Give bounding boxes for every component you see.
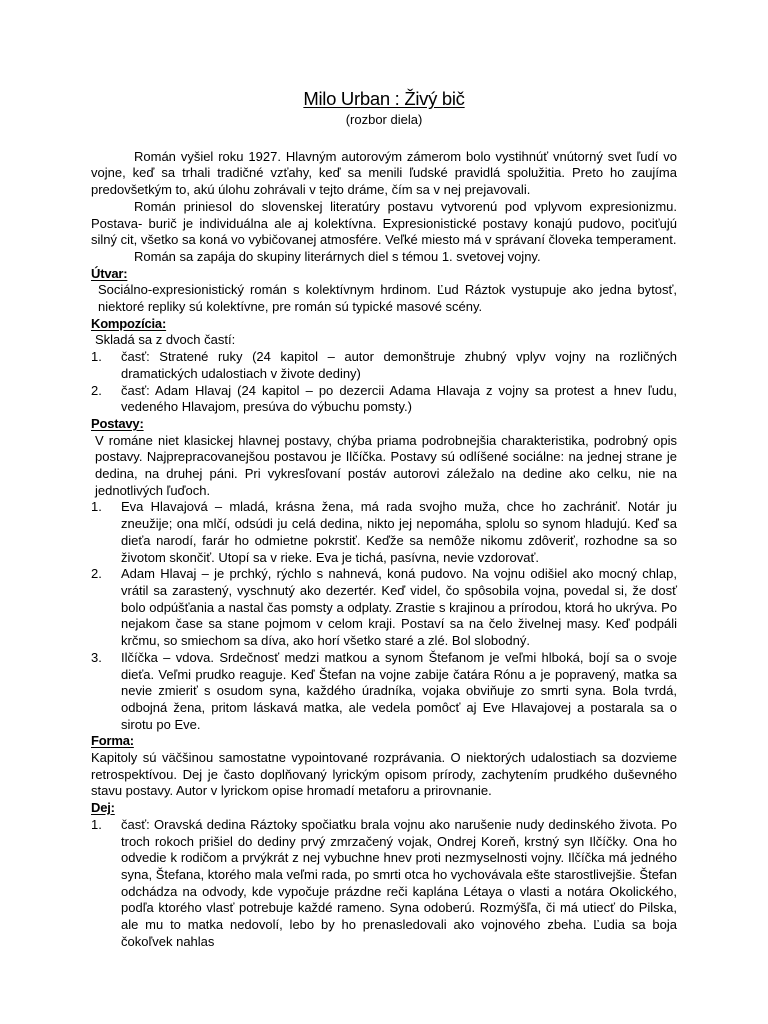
- list-item: [91, 349, 677, 382]
- list-item: [91, 499, 677, 566]
- intro-paragraph-2: Román priniesol do slovenskej literatúry postavu vytvorenú pod vplyvom expresionizmu. Postava- burič je individuálna ale aj kolektívna. Expresionistické postavy konajú pudovo, pociťujú silný cit, všetko sa koná vo vybičovanej atmosfére. Veľké miesto má v správaní človeka temperament.: [91, 198, 677, 248]
- list-number: 2.: [91, 382, 102, 398]
- list-item-text: Ilčíčka – vdova. Srdečnosť medzi matkou a synom Štefanom je veľmi hlboká, bojí sa o svoje dieťa. Veľmi prudko reaguje. Keď Štefan na vojne zabije čatára Rónu a je popravený, matka sa nevie zmieriť s osudom syna, každého úradníka, vojaka obviňuje zo smrti syna. Bola tvrdá, odbojná žena, pritom láskavá matka, ale vedela pomôcť aj Eve Hlavajovej a postarala sa o sirotu po Eve.: [121, 649, 677, 732]
- list-item: [91, 817, 677, 951]
- section-heading-kompozicia: Kompozícia:: [91, 315, 167, 331]
- section-heading-dej: Dej:: [91, 800, 115, 816]
- document-subtitle: (rozbor diela): [345, 112, 423, 127]
- postavy-list: [91, 499, 677, 733]
- intro-paragraph-1: Román vyšiel roku 1927. Hlavným autorovým zámerom bolo vystihnúť vnútorný svet ľudí vo vojne, keď sa trhali tradičné vzťahy, keď sa menili ľudské pravidlá spolužitia. Preto ho zaujíma predovšetkým to, akú úlohu zohrávali v tejto dráme, čím sa v nej prejavovali.: [91, 148, 677, 198]
- kompozicia-list: [91, 349, 677, 416]
- list-item-text: časť: Oravská dedina Ráztoky spočiatku brala vojnu ako narušenie nudy dedinského života. Po troch rokoch prišiel do dediny prvý zmrzačený vojak, Ondrej Koreň, krstný syn Ilčíčky. Ona ho odvedie k rodičom a prvýkrát z nej vybuchne hnev proti nezmyselnosti vojny. Ilčíčka má jedného syna, Štefana, ktorého mala veľmi rada, po smrti otca ho vychovávala ešte starostlivejšie. Štefan odchádza na odvody, kde vypočuje prázdne reči kaplána Létaya o vlasti a notára Okolického, podľa ktorého vlasť potrebuje každé rameno. Syna odoberú. Rozmýšľa, či má utiecť do Pilska, ale mu to matka nedovolí, lebo by ho prenasledovali ako vojnového zbeha. Ľudia sa boja čokoľvek nahlas: [121, 816, 677, 949]
- list-number: 1.: [91, 816, 102, 832]
- list-number: 2.: [91, 566, 102, 582]
- document-title: Milo Urban : Živý bič: [303, 88, 465, 109]
- dej-list: [91, 817, 677, 951]
- list-item: [91, 650, 677, 734]
- postavy-text: V románe niet klasickej hlavnej postavy, chýba priama podrobnejšia charakteristika, podrobný opis postavy. Najprepracovanejšou postavou je Ilčíčka. Postavy sú odlíšené sociálne: na jednej strane je dedina, na druhej páni. Pri vykresľovaní postáv autorovi záležalo na dedine ako celku, nie na jednotlivých ľuďoch.: [95, 432, 677, 498]
- list-item: [91, 566, 677, 650]
- list-item: [91, 383, 677, 416]
- kompozicia-lead: Skladá sa z dvoch častí:: [95, 332, 236, 348]
- section-heading-forma: Forma:: [91, 733, 134, 749]
- document-body: [91, 88, 677, 950]
- forma-text: Kapitoly sú väčšinou samostatne vypointované rozprávania. O niektorých udalostiach sa dozvieme retrospektívou. Dej je často doplňovaný lyrickým opisom prírody, zachytením prudkého duševného stavu postavy. Autor v lyrickom opise hromadí metaforu a prirovnanie.: [91, 750, 677, 799]
- list-number: 3.: [91, 649, 102, 665]
- list-item-text: Adam Hlavaj – je prchký, rýchlo s nahnevá, koná pudovo. Na vojnu odišiel ako mocný chlap, vrátil sa zarastený, vyschnutý ako dezertér. Keď videl, čo spôsobila vojna, povedal si, že dosť bolo odpúšťania a nastal čas pomsty a odplaty. Zrastie s krajinou a prírodou, ktorá ho ukrýva. Po nejakom čase sa stane pojmom v celom kraji. Postaví sa na čelo živelnej masy. Keď podpáli krčmu, so smiechom sa díva, ako horí všetko staré a zlé. Bol slobodný.: [121, 566, 677, 649]
- list-item-text: časť: Adam Hlavaj (24 kapitol – po dezercii Adama Hlavaja z vojny sa protest a hnev ľudu, vedeného Hlavajom, presúva do výbuchu pomsty.): [121, 382, 677, 415]
- list-number: 1.: [91, 349, 102, 365]
- list-item-text: Eva Hlavajová – mladá, krásna žena, má rada svojho muža, chce ho zachrániť. Notár ju zneužije; ona mlčí, odsúdi ju celá dedina, nikto jej nepomáha, splolu so synom hladujú. Keď sa dieťa narodí, farár ho odmietne pokrstiť. Keďže sa nemôže nikomu zdôveriť, rozhodne sa so životom skončiť. Utopí sa v rieke. Eva je tichá, pasívna, nevie vzdorovať.: [121, 499, 677, 565]
- spacer: [91, 129, 677, 149]
- list-number: 1.: [91, 499, 102, 515]
- section-heading-utvar: Útvar:: [91, 265, 128, 281]
- intro-paragraph-3: Román sa zapája do skupiny literárnych diel s témou 1. svetovej vojny.: [134, 248, 541, 264]
- list-item-text: časť: Stratené ruky (24 kapitol – autor demonštruje zhubný vplyv vojny na rozličných dramatických udalostiach v živote dediny): [121, 349, 677, 381]
- section-heading-postavy: Postavy:: [91, 415, 144, 431]
- utvar-text: Sociálno-expresionistický román s kolektívnym hrdinom. Ľud Ráztok vystupuje ako jedna bytosť, niektoré repliky sú kolektívne, pre román sú typické masové scény.: [98, 282, 677, 315]
